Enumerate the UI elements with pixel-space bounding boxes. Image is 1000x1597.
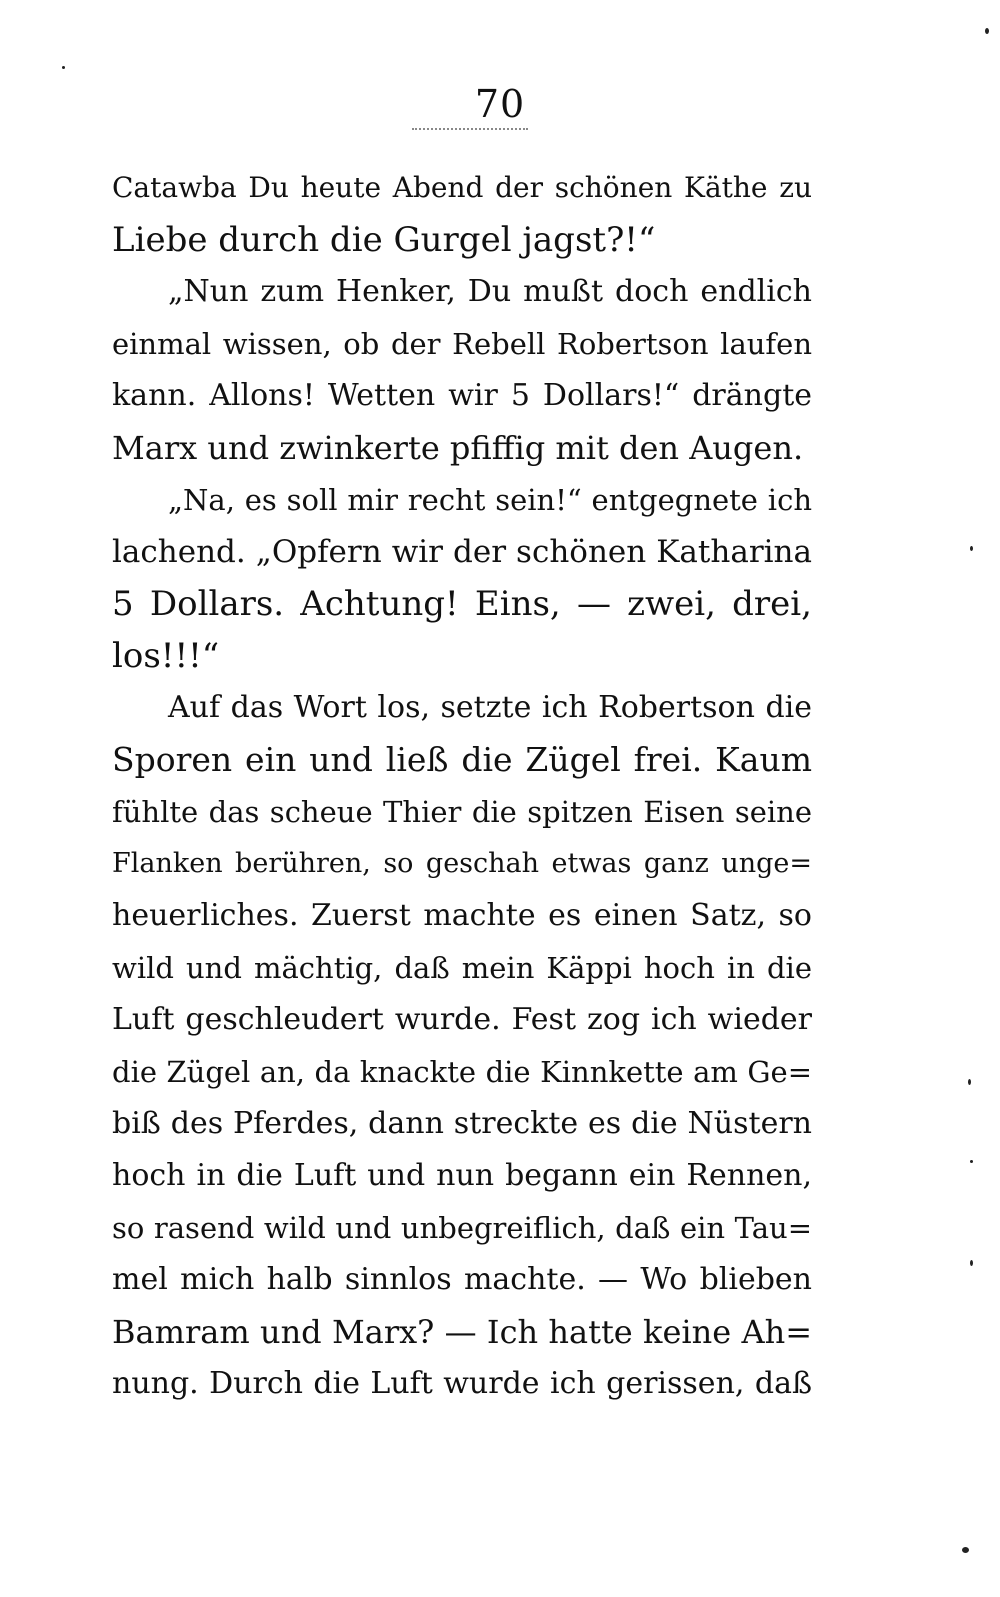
- text-line: Marx und zwinkerte pfiffig mit den Augen.: [112, 429, 804, 467]
- text-line: biß des Pferdes, dann streckte es die Nüstern: [112, 1106, 812, 1141]
- scan-speck: [970, 1260, 973, 1266]
- text-line: Flanken berühren, so geschah etwas ganz unge=: [112, 848, 812, 879]
- text-line: so rasend wild und unbegreiflich, daß ein Tau=: [112, 1211, 812, 1245]
- scan-speck: [985, 28, 989, 34]
- text-line: Sporen ein und ließ die Zügel frei. Kaum: [112, 740, 812, 779]
- text-line: „Nun zum Henker, Du mußt doch endlich: [168, 274, 812, 309]
- text-line: Liebe durch die Gurgel jagst?!“: [112, 220, 656, 260]
- text-line: 5 Dollars. Achtung! Eins, — zwei, drei,: [112, 584, 812, 624]
- scan-speck: [970, 1160, 973, 1163]
- text-line: die Zügel an, da knackte die Kinnkette am Ge=: [112, 1055, 812, 1089]
- text-line: Catawba Du heute Abend der schönen Käthe zu: [112, 171, 812, 204]
- text-line: fühlte das scheue Thier die spitzen Eisen seine: [112, 795, 812, 829]
- text-line: mel mich halb sinnlos machte. — Wo blieben: [112, 1262, 812, 1297]
- text-line: wild und mächtig, daß mein Käppi hoch in die: [112, 951, 812, 985]
- header-rule: [412, 128, 528, 130]
- text-line: heuerliches. Zuerst machte es einen Satz, so: [112, 898, 812, 933]
- text-line: nung. Durch die Luft wurde ich gerissen, daß: [112, 1366, 812, 1401]
- text-line: los!!!“: [112, 636, 220, 676]
- scan-speck: [962, 1547, 969, 1553]
- text-line: hoch in die Luft und nun begann ein Rennen,: [112, 1158, 812, 1193]
- text-line: „Na, es soll mir recht sein!“ entgegnete ich: [168, 483, 812, 517]
- text-line: lachend. „Opfern wir der schönen Katharina: [112, 534, 812, 570]
- page-number: 70: [474, 82, 526, 126]
- text-line: Bamram und Marx? — Ich hatte keine Ah=: [112, 1313, 812, 1351]
- scan-speck: [62, 66, 65, 69]
- scan-speck: [968, 1079, 971, 1085]
- text-line: Auf das Wort los, setzte ich Robertson die: [168, 690, 812, 725]
- text-line: Luft geschleudert wurde. Fest zog ich wieder: [112, 1002, 812, 1037]
- body-text: [112, 162, 812, 1410]
- text-line: kann. Allons! Wetten wir 5 Dollars!“ drängte: [112, 378, 812, 413]
- text-line: einmal wissen, ob der Rebell Robertson laufen: [112, 327, 812, 361]
- scan-speck: [970, 546, 973, 551]
